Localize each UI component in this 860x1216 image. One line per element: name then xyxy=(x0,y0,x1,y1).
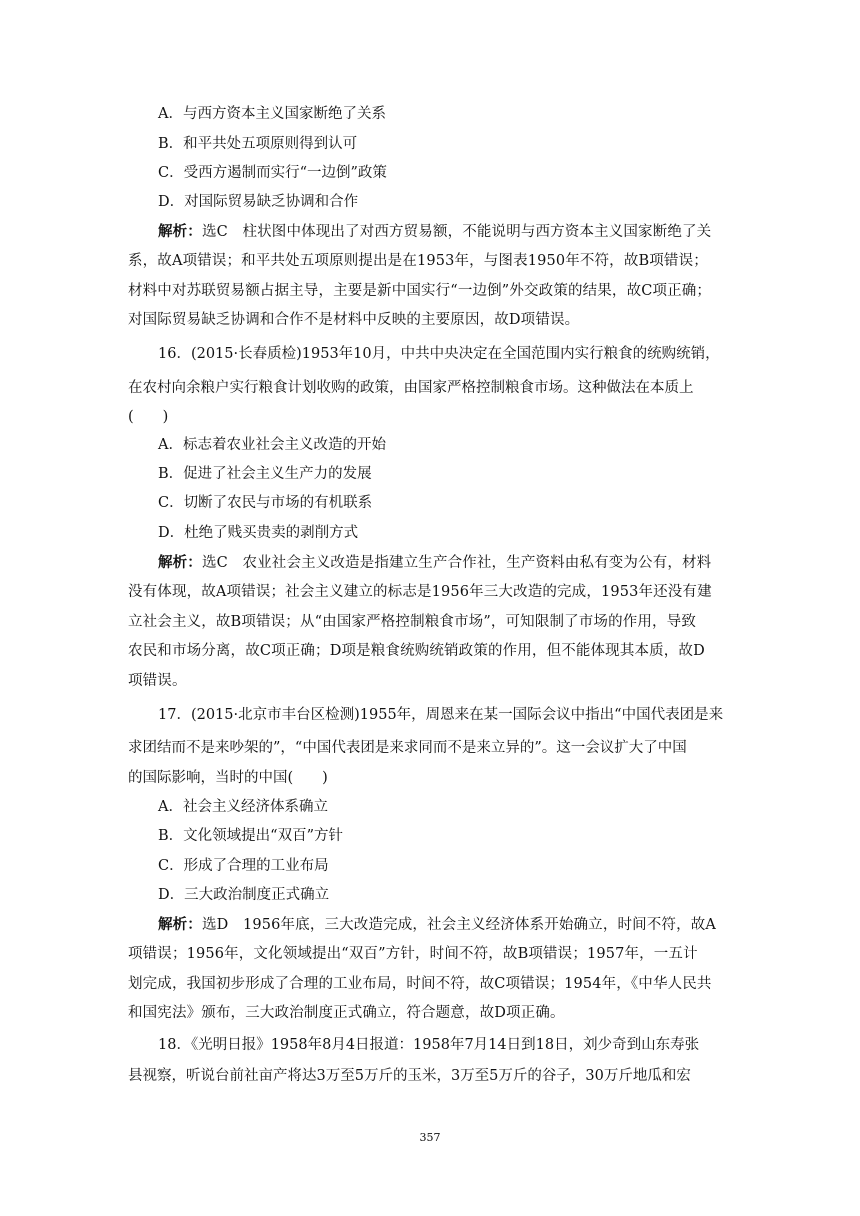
q17-analysis-line-2: 项错误；1956年，文化领域提出“双百”方针，时间不符，故B项错误；1957年，一五计 xyxy=(128,946,698,962)
analysis-label: 解析： xyxy=(158,555,202,571)
q16-analysis-line-5: 项错误。 xyxy=(128,673,187,689)
q16-option-a: A．标志着农业社会主义改造的开始 xyxy=(158,437,386,453)
q16-analysis-line-1: 解析：选C 农业社会主义改造是指建立生产合作社，生产资料由私有变为公有，材料 xyxy=(158,555,712,571)
q17-analysis-line-3: 划完成，我国初步形成了合理的工业布局，时间不符，故C项错误；1954年，《中华人民共 xyxy=(128,976,712,992)
q18-stem-line-2: 县视察，听说台前社亩产将达3万至5万斤的玉米，3万至5万斤的谷子，30万斤地瓜和宏 xyxy=(128,1068,691,1084)
q17-option-c: C．形成了合理的工业布局 xyxy=(158,858,329,874)
q16-option-c: C．切断了农民与市场的有机联系 xyxy=(158,495,373,511)
question-source: 长春质检 xyxy=(238,346,297,362)
q17-analysis-line-4: 和国宪法》颁布，三大政治制度正式确立，符合题意，故D项正确。 xyxy=(128,1005,565,1021)
q18-stem-line-1: 18．《光明日报》1958年8月4日报道：1958年7月14日到18日，刘少奇到山东寿张 xyxy=(158,1037,700,1053)
q15-option-b: B．和平共处五项原则得到认可 xyxy=(158,136,358,152)
q17-option-d: D．三大政治制度正式确立 xyxy=(158,887,330,903)
question-source: 北京市丰台区检测 xyxy=(238,707,355,723)
q17-option-a: A．社会主义经济体系确立 xyxy=(158,799,328,815)
q15-analysis-line-4: 对国际贸易缺乏协调和合作不是材料中反映的主要原因，故D项错误。 xyxy=(128,312,580,328)
q15-option-a: A．与西方资本主义国家断绝了关系 xyxy=(158,106,386,122)
q15-analysis-line-1: 解析：选C 柱状图中体现出了对西方贸易额，不能说明与西方资本主义国家断绝了关 xyxy=(158,224,712,240)
q16-analysis-line-4: 农民和市场分离，故C项正确；D项是粮食统购统销政策的作用，但不能体现其本质，故D xyxy=(128,643,705,659)
q16-stem-line-2: 在农村向余粮户实行粮食计划收购的政策，由国家严格控制粮食市场。这种做法在本质上 xyxy=(128,380,694,396)
q17-stem-line-3: 的国际影响，当时的中国( ) xyxy=(128,770,328,786)
q16-option-b: B．促进了社会主义生产力的发展 xyxy=(158,466,372,482)
q17-analysis-line-1: 解析：选D 1956年底，三大改造完成，社会主义经济体系开始确立，时间不符，故A xyxy=(158,917,716,933)
q17-stem-line-1: 17．(2015·北京市丰台区检测)1955年，周恩来在某一国际会议中指出“中国代表团是来 xyxy=(158,707,724,723)
q15-analysis-line-2: 系，故A项错误；和平共处五项原则提出是在1953年，与图表1950年不符，故B项错误； xyxy=(128,253,708,269)
q16-analysis-line-3: 立社会主义，故B项错误；从“由国家严格控制粮食市场”，可知限制了市场的作用，导致 xyxy=(128,614,696,630)
q16-analysis-line-2: 没有体现，故A项错误；社会主义建立的标志是1956年三大改造的完成，1953年还没有建 xyxy=(128,584,712,600)
q15-option-d: D．对国际贸易缺乏协调和合作 xyxy=(158,194,359,210)
analysis-label: 解析： xyxy=(158,224,202,240)
q17-stem-line-2: 求团结而不是来吵架的”，“中国代表团是来求同而不是来立异的”。这一会议扩大了中国 xyxy=(128,740,687,756)
q17-option-b: B．文化领域提出“双百”方针 xyxy=(158,828,343,844)
q16-stem-line-1: 16．(2015·长春质检)1953年10月，中共中央决定在全国范围内实行粮食的统购统销， xyxy=(158,346,720,362)
q16-option-d: D．杜绝了贱买贵卖的剥削方式 xyxy=(158,525,359,541)
analysis-label: 解析： xyxy=(158,917,202,933)
q15-option-c: C．受西方遏制而实行“一边倒”政策 xyxy=(158,165,387,181)
q16-stem-line-3: ( ) xyxy=(128,409,169,425)
q15-analysis-line-3: 材料中对苏联贸易额占据主导，主要是新中国实行“一边倒”外交政策的结果，故C项正确； xyxy=(128,283,712,299)
page-number: 357 xyxy=(419,1131,441,1144)
